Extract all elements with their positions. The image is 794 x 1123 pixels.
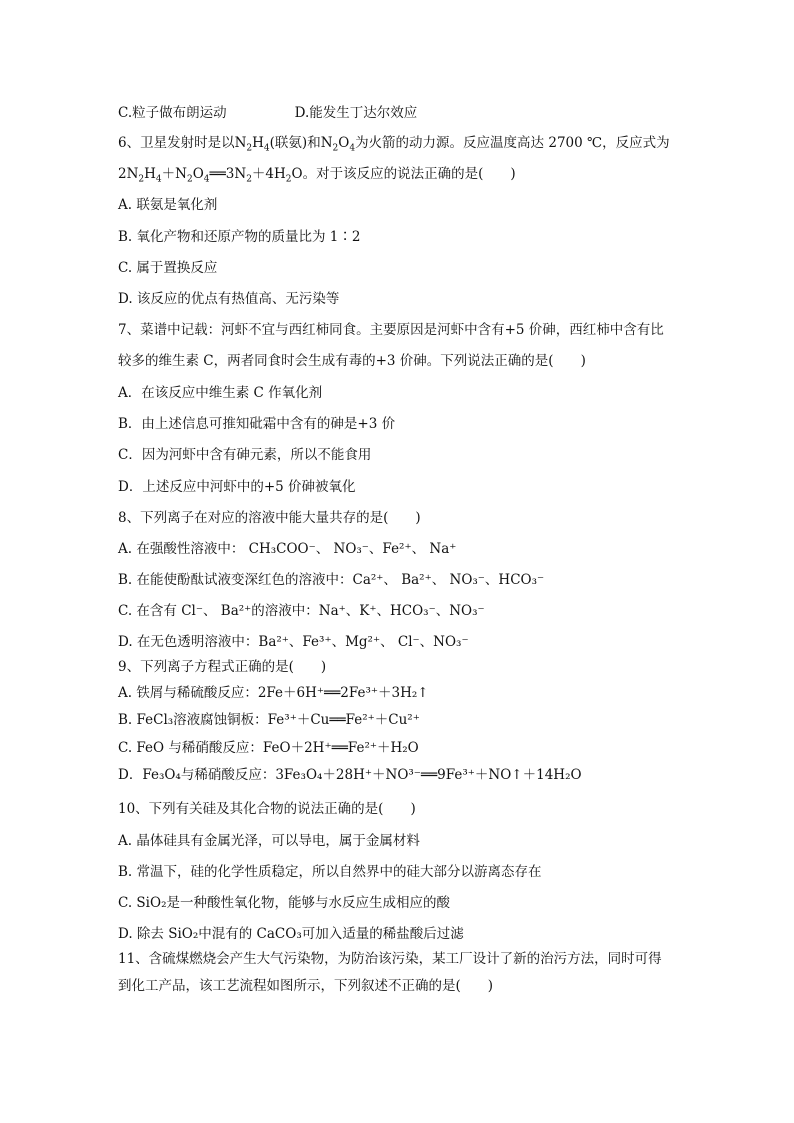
q6-option-c: C. 属于置换反应: [118, 260, 218, 276]
q7-stem-line2: 较多的维生素 C，两者同食时会生成有毒的+3 价砷。下列说法正确的是( ): [118, 353, 586, 369]
q6-option-a: A. 联氨是氧化剂: [118, 197, 218, 213]
q8-option-d: D. 在无色透明溶液中：Ba²⁺、Fe³⁺、Mg²⁺、 Cl⁻、NO₃⁻: [118, 634, 469, 650]
q7-option-a: A．在该反应中维生素 C 作氧化剂: [118, 385, 323, 401]
q7-option-b: B．由上述信息可推知砒霜中含有的砷是+3 价: [118, 416, 396, 432]
q11-stem-line1: 11、含硫煤燃烧会产生大气污染物，为防治该污染，某工厂设计了新的治污方法，同时可得: [118, 951, 662, 967]
q10-option-d: D. 除去 SiO₂中混有的 CaCO₃可加入适量的稀盐酸后过滤: [118, 926, 464, 942]
q9-option-d: D．Fe₃O₄与稀硝酸反应：3Fe₃O₄＋28H⁺＋NO³⁻══9Fe³⁺＋NO↑＋14H₂O: [118, 767, 582, 783]
q5-option-c: C.粒子做布朗运动: [118, 105, 227, 121]
q9-option-b: B. FeCl₃溶液腐蚀铜板：Fe³⁺＋Cu══Fe²⁺＋Cu²⁺: [118, 712, 420, 728]
q11-stem-line2: 到化工产品，该工艺流程如图所示，下列叙述不正确的是( ): [118, 978, 494, 994]
q6-option-d: D. 该反应的优点有热值高、无污染等: [118, 291, 340, 307]
q9-option-a: A. 铁屑与稀硫酸反应：2Fe＋6H⁺══2Fe³⁺＋3H₂↑: [118, 685, 429, 701]
q6-equation: $2N_2H_4+N_2O_4══3N_2+4H_2O$。对于该反应的说法正确的是( ): [118, 166, 516, 185]
q8-stem: 8、下列离子在对应的溶液中能大量共存的是( ): [118, 510, 421, 526]
q6-option-b: B. 氧化产物和还原产物的质量比为 1∶2: [118, 229, 361, 245]
q10-option-a: A. 晶体硅具有金属光泽，可以导电，属于金属材料: [118, 833, 420, 849]
q5-option-d: D.能发生丁达尔效应: [294, 105, 418, 121]
q10-stem: 10、下列有关硅及其化合物的说法正确的是( ): [118, 801, 416, 817]
q7-option-d: D．上述反应中河虾中的+5 价砷被氧化: [118, 479, 356, 495]
q5-options-cd: [118, 104, 417, 122]
q8-option-b: B. 在能使酚酞试液变深红色的溶液中：Ca²⁺、 Ba²⁺、 NO₃⁻、HCO₃⁻: [118, 572, 545, 588]
q7-option-c: C．因为河虾中含有砷元素，所以不能食用: [118, 447, 372, 463]
q10-option-c: C. SiO₂是一种酸性氧化物，能够与水反应生成相应的酸: [118, 895, 450, 911]
q8-option-a: A. 在强酸性溶液中： CH₃COO⁻、 NO₃⁻、Fe²⁺、 Na⁺: [118, 541, 457, 557]
q9-option-c: C. FeO 与稀硝酸反应：FeO＋2H⁺══Fe²⁺＋H₂O: [118, 740, 419, 756]
q10-option-b: B. 常温下，硅的化学性质稳定，所以自然界中的硅大部分以游离态存在: [118, 864, 542, 880]
q9-stem: 9、下列离子方程式正确的是( ): [118, 659, 327, 675]
q7-stem-line1: 7、菜谱中记载：河虾不宜与西红柿同食。主要原因是河虾中含有+5 价砷，西红柿中含有比: [118, 322, 664, 338]
q8-option-c: C. 在含有 Cl⁻、 Ba²⁺的溶液中：Na⁺、K⁺、HCO₃⁻、NO₃⁻: [118, 603, 485, 619]
q6-stem: 6、卫星发射时是以$N_2H_4$(联氨)和$N_2O_4$为火箭的动力源。反应温度高达 2700 ℃，反应式为: [118, 135, 670, 154]
